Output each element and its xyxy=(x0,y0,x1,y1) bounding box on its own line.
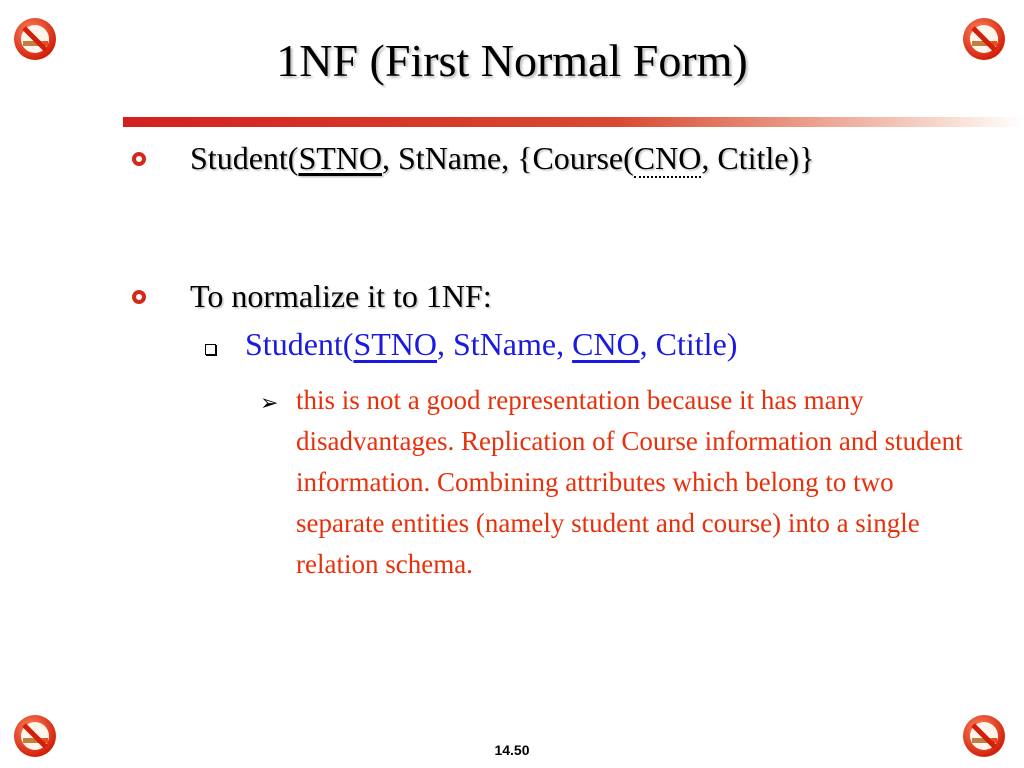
bullet-marker-icon xyxy=(132,152,146,166)
page-number: 14.50 xyxy=(494,742,530,758)
key-cno: CNO xyxy=(633,140,702,176)
sub-bullet-text: Student(STNO, StName, CNO, Ctitle) xyxy=(245,326,738,362)
primary-key-cno: CNO xyxy=(572,326,640,362)
bullet-text: To normalize it to 1NF: xyxy=(190,278,492,314)
square-bullet-icon xyxy=(205,344,216,355)
primary-key-stno: STNO xyxy=(298,140,382,176)
note-text: this is not a good representation because it has many disadvantages. Replication of Course information and student information. Combining attributes which belong to two separate entities (namely student and course) into a single relation schema. xyxy=(296,385,963,579)
bullet-marker-icon xyxy=(132,290,146,304)
primary-key-stno: STNO xyxy=(353,326,437,362)
title-divider xyxy=(123,117,1023,127)
slide-title: 1NF (First Normal Form) xyxy=(276,35,748,86)
arrow-bullet-icon: ➢ xyxy=(260,391,279,416)
bullet-text: Student(STNO, StName, {Course(CNO, Ctitle)} xyxy=(190,140,815,176)
